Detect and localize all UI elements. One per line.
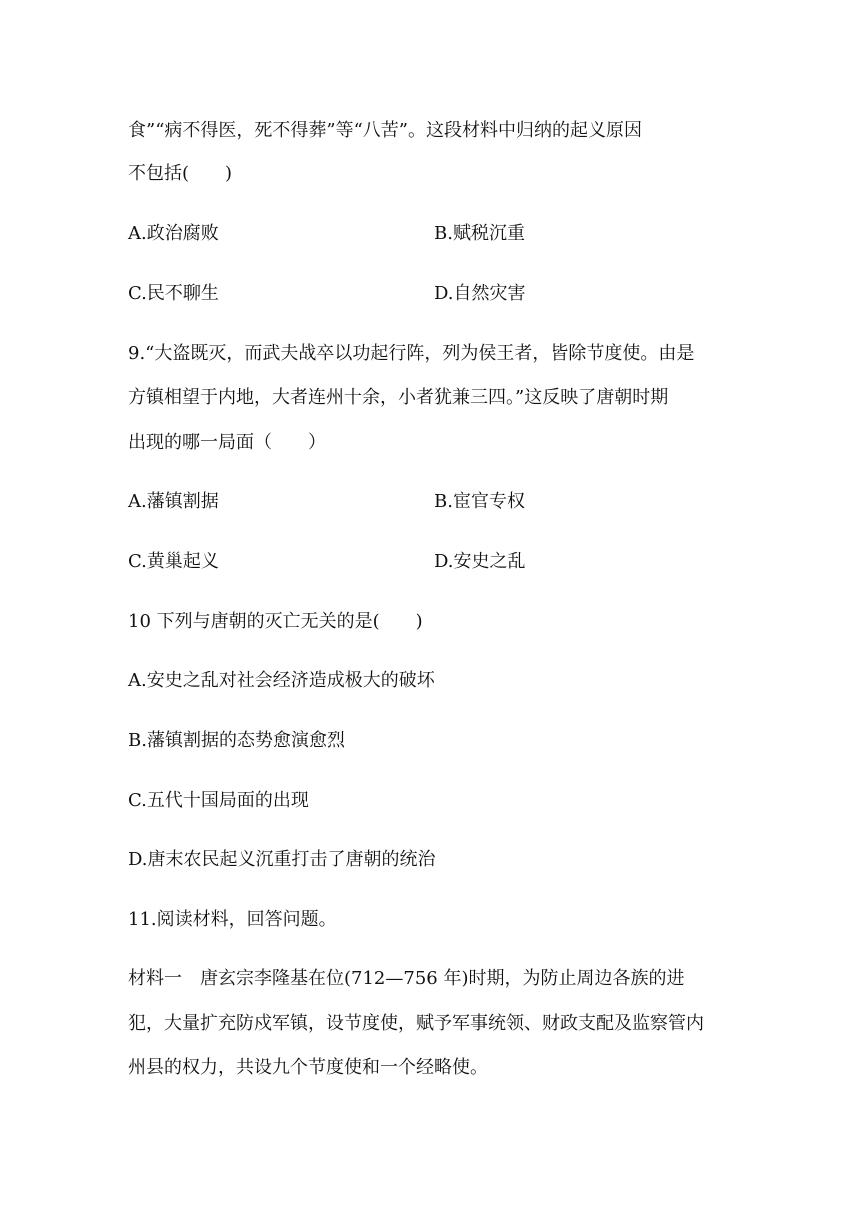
q11-material-1-line-1: 材料一 唐玄宗李隆基在位(712—756 年)时期，为防止周边各族的进 [128,968,685,989]
q8-option-a: A.政治腐败 [128,223,219,244]
q8-stem-line-1: 食”“病不得医，死不得葬”等“八苦”。这段材料中归纳的起义原因 [128,120,643,141]
q8-stem-line-2: 不包括( ) [128,163,233,184]
q8-option-b: B.赋税沉重 [434,223,525,244]
q10-option-b: B.藩镇割据的态势愈演愈烈 [128,730,345,751]
q11-material-1-line-2: 犯，大量扩充防戍军镇，设节度使，赋予军事统领、财政支配及监察管内 [128,1013,704,1034]
q9-option-b: B.宦官专权 [434,491,525,512]
q9-option-a: A.藩镇割据 [128,491,219,512]
q9-stem-line-3: 出现的哪一局面（ ） [128,432,326,453]
q10-option-a: A.安史之乱对社会经济造成极大的破坏 [128,670,435,691]
q8-option-d: D.自然灾害 [434,283,526,304]
q10-option-d: D.唐末农民起义沉重打击了唐朝的统治 [128,849,436,870]
q8-option-c: C.民不聊生 [128,283,219,304]
q9-stem-line-2: 方镇相望于内地，大者连州十余，小者犹兼三四。”这反映了唐朝时期 [128,387,669,408]
q11-stem: 11.阅读材料，回答问题。 [128,909,337,930]
q11-material-1-line-3: 州县的权力，共设九个节度使和一个经略使。 [128,1057,488,1078]
q9-option-d: D.安史之乱 [434,551,526,572]
q10-stem: 10 下列与唐朝的灭亡无关的是( ) [128,611,423,632]
q10-option-c: C.五代十国局面的出现 [128,790,309,811]
q9-option-c: C.黄巢起义 [128,551,219,572]
q9-stem-line-1: 9.“大盗既灭，而武夫战卒以功起行阵，列为侯王者，皆除节度使。由是 [128,343,695,364]
